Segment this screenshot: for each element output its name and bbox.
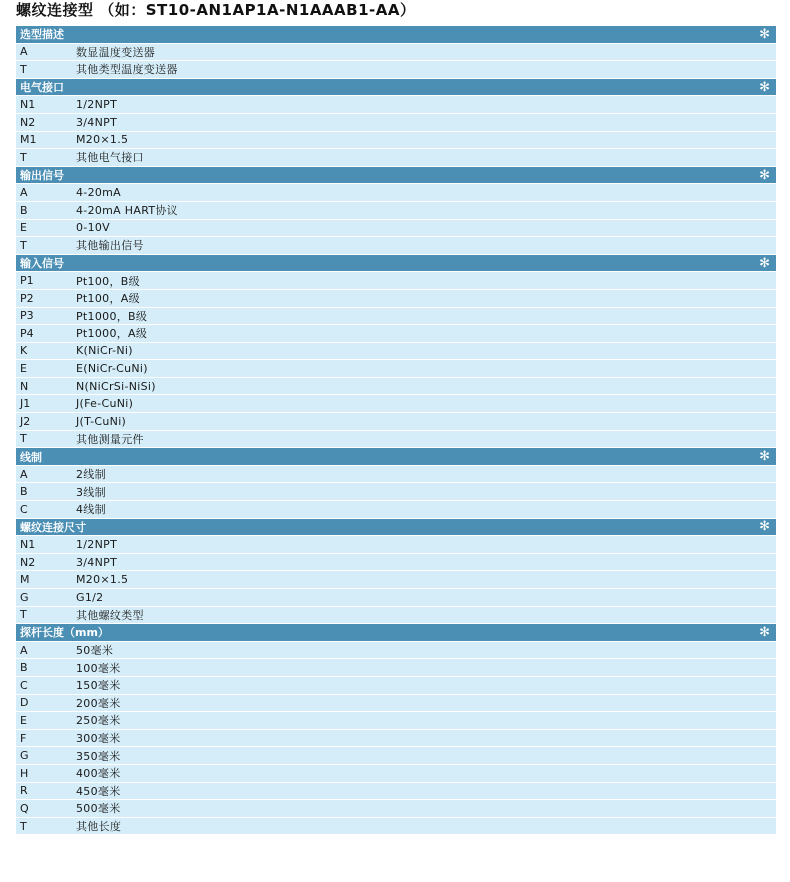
option-description: 其他电气接口 xyxy=(76,151,144,165)
section-title: 输出信号 xyxy=(20,169,64,183)
option-description: 300毫米 xyxy=(76,732,121,746)
option-code: J1 xyxy=(20,397,31,411)
option-description: E(NiCr-CuNi) xyxy=(76,362,148,376)
table-row xyxy=(16,466,776,484)
table-row xyxy=(16,114,776,132)
option-description: 200毫米 xyxy=(76,696,121,710)
table-row xyxy=(16,360,776,378)
option-code: C xyxy=(20,502,28,516)
option-code: H xyxy=(20,766,29,780)
option-code: T xyxy=(20,150,27,164)
section-title: 输入信号 xyxy=(20,257,64,271)
table-row xyxy=(16,589,776,607)
table-row xyxy=(16,308,776,326)
snowflake-icon: ✻ xyxy=(759,624,770,640)
option-code: G xyxy=(20,749,29,763)
table-row xyxy=(16,818,776,836)
option-description: 100毫米 xyxy=(76,661,121,675)
option-code: T xyxy=(20,238,27,252)
table-row xyxy=(16,730,776,748)
option-description: 其他长度 xyxy=(76,820,122,834)
option-code: T xyxy=(20,608,27,622)
option-description: Pt1000，B级 xyxy=(76,309,148,323)
option-description: 400毫米 xyxy=(76,767,121,781)
option-code: P1 xyxy=(20,274,34,288)
option-description: 3/4NPT xyxy=(76,555,118,569)
table-row xyxy=(16,220,776,238)
table-row xyxy=(16,501,776,519)
option-code: N2 xyxy=(20,555,36,569)
section-title: 螺纹连接尺寸 xyxy=(20,520,86,534)
option-code: A xyxy=(20,186,28,200)
table-row xyxy=(16,44,776,62)
option-code: A xyxy=(20,643,28,657)
option-code: N1 xyxy=(20,98,36,112)
option-description: 350毫米 xyxy=(76,749,121,763)
snowflake-icon: ✻ xyxy=(759,255,770,271)
section-title: 电气接口 xyxy=(20,81,64,95)
table-row xyxy=(16,554,776,572)
table-row xyxy=(16,695,776,713)
option-description: 250毫米 xyxy=(76,714,121,728)
table-row xyxy=(16,325,776,343)
table-row xyxy=(16,747,776,765)
table-row xyxy=(16,571,776,589)
option-code: T xyxy=(20,62,27,76)
section-title: 线制 xyxy=(20,450,42,464)
table-row xyxy=(16,642,776,660)
table-row xyxy=(16,783,776,801)
option-description: K(NiCr-Ni) xyxy=(76,344,133,358)
option-code: C xyxy=(20,678,28,692)
table-row xyxy=(16,96,776,114)
table-row xyxy=(16,659,776,677)
section-title: 探杆长度（mm） xyxy=(20,626,109,640)
table-row xyxy=(16,237,776,255)
table-row xyxy=(16,61,776,79)
table-row xyxy=(16,413,776,431)
option-description: 1/2NPT xyxy=(76,98,118,112)
option-code: T xyxy=(20,432,27,446)
option-description: 其他输出信号 xyxy=(76,239,144,253)
table-row xyxy=(16,149,776,167)
option-description: J(Fe-CuNi) xyxy=(76,397,134,411)
option-code: E xyxy=(20,713,27,727)
option-code: Q xyxy=(20,801,29,815)
table-row xyxy=(16,483,776,501)
option-description: 150毫米 xyxy=(76,679,121,693)
table-row xyxy=(16,536,776,554)
option-description: Pt100，A级 xyxy=(76,292,140,306)
snowflake-icon: ✻ xyxy=(759,167,770,183)
option-code: N1 xyxy=(20,538,36,552)
option-code: G xyxy=(20,590,29,604)
option-description: N(NiCrSi-NiSi) xyxy=(76,379,156,393)
section-header xyxy=(16,624,776,642)
table-row xyxy=(16,290,776,308)
option-description: 其他类型温度变送器 xyxy=(76,63,178,77)
option-code: R xyxy=(20,784,28,798)
option-description: 2线制 xyxy=(76,468,106,482)
option-description: 450毫米 xyxy=(76,784,121,798)
table-row xyxy=(16,272,776,290)
option-description: 3/4NPT xyxy=(76,115,118,129)
option-description: M20×1.5 xyxy=(76,573,129,587)
option-code: J2 xyxy=(20,414,31,428)
option-description: G1/2 xyxy=(76,590,104,604)
snowflake-icon: ✻ xyxy=(759,79,770,95)
option-description: J(T-CuNi) xyxy=(76,414,127,428)
option-code: D xyxy=(20,696,29,710)
option-description: 3线制 xyxy=(76,485,106,499)
table-row xyxy=(16,765,776,783)
option-description: 其他螺纹类型 xyxy=(76,608,144,622)
option-description: 4-20mA HART协议 xyxy=(76,204,178,218)
option-code: F xyxy=(20,731,27,745)
page-title: 螺纹连接型 （如：ST10-AN1AP1A-N1AAAB1-AA） xyxy=(16,1,416,19)
option-code: B xyxy=(20,203,28,217)
option-description: 数显温度变送器 xyxy=(76,45,156,59)
option-code: T xyxy=(20,819,27,833)
option-code: E xyxy=(20,221,27,235)
table-row xyxy=(16,607,776,625)
section-header xyxy=(16,26,776,44)
option-description: Pt100，B级 xyxy=(76,274,140,288)
table-row xyxy=(16,712,776,730)
option-code: N2 xyxy=(20,115,36,129)
option-description: 0-10V xyxy=(76,221,110,235)
option-description: 其他测量元件 xyxy=(76,432,144,446)
section-header xyxy=(16,448,776,466)
table-row xyxy=(16,395,776,413)
snowflake-icon: ✻ xyxy=(759,26,770,42)
table-row xyxy=(16,431,776,449)
option-description: M20×1.5 xyxy=(76,133,129,147)
table-row xyxy=(16,343,776,361)
option-code: N xyxy=(20,379,29,393)
table-row xyxy=(16,132,776,150)
option-code: B xyxy=(20,661,28,675)
table-row xyxy=(16,800,776,818)
option-code: K xyxy=(20,344,28,358)
option-code: P4 xyxy=(20,326,34,340)
section-header xyxy=(16,519,776,537)
section-header xyxy=(16,79,776,97)
option-description: Pt1000，A级 xyxy=(76,327,148,341)
snowflake-icon: ✻ xyxy=(759,519,770,535)
option-description: 1/2NPT xyxy=(76,538,118,552)
section-header xyxy=(16,167,776,185)
option-code: A xyxy=(20,467,28,481)
section-title: 选型描述 xyxy=(20,28,64,42)
option-code: M xyxy=(20,573,30,587)
section-header xyxy=(16,255,776,273)
table-row xyxy=(16,202,776,220)
option-code: A xyxy=(20,45,28,59)
table-row xyxy=(16,184,776,202)
option-description: 4-20mA xyxy=(76,186,122,200)
option-description: 50毫米 xyxy=(76,644,114,658)
option-code: E xyxy=(20,362,27,376)
model-selection-table xyxy=(16,26,776,835)
option-code: P2 xyxy=(20,291,34,305)
table-row xyxy=(16,378,776,396)
option-code: M1 xyxy=(20,133,37,147)
snowflake-icon: ✻ xyxy=(759,449,770,465)
option-description: 500毫米 xyxy=(76,802,121,816)
option-code: P3 xyxy=(20,309,34,323)
option-description: 4线制 xyxy=(76,503,106,517)
option-code: B xyxy=(20,485,28,499)
table-row xyxy=(16,677,776,695)
